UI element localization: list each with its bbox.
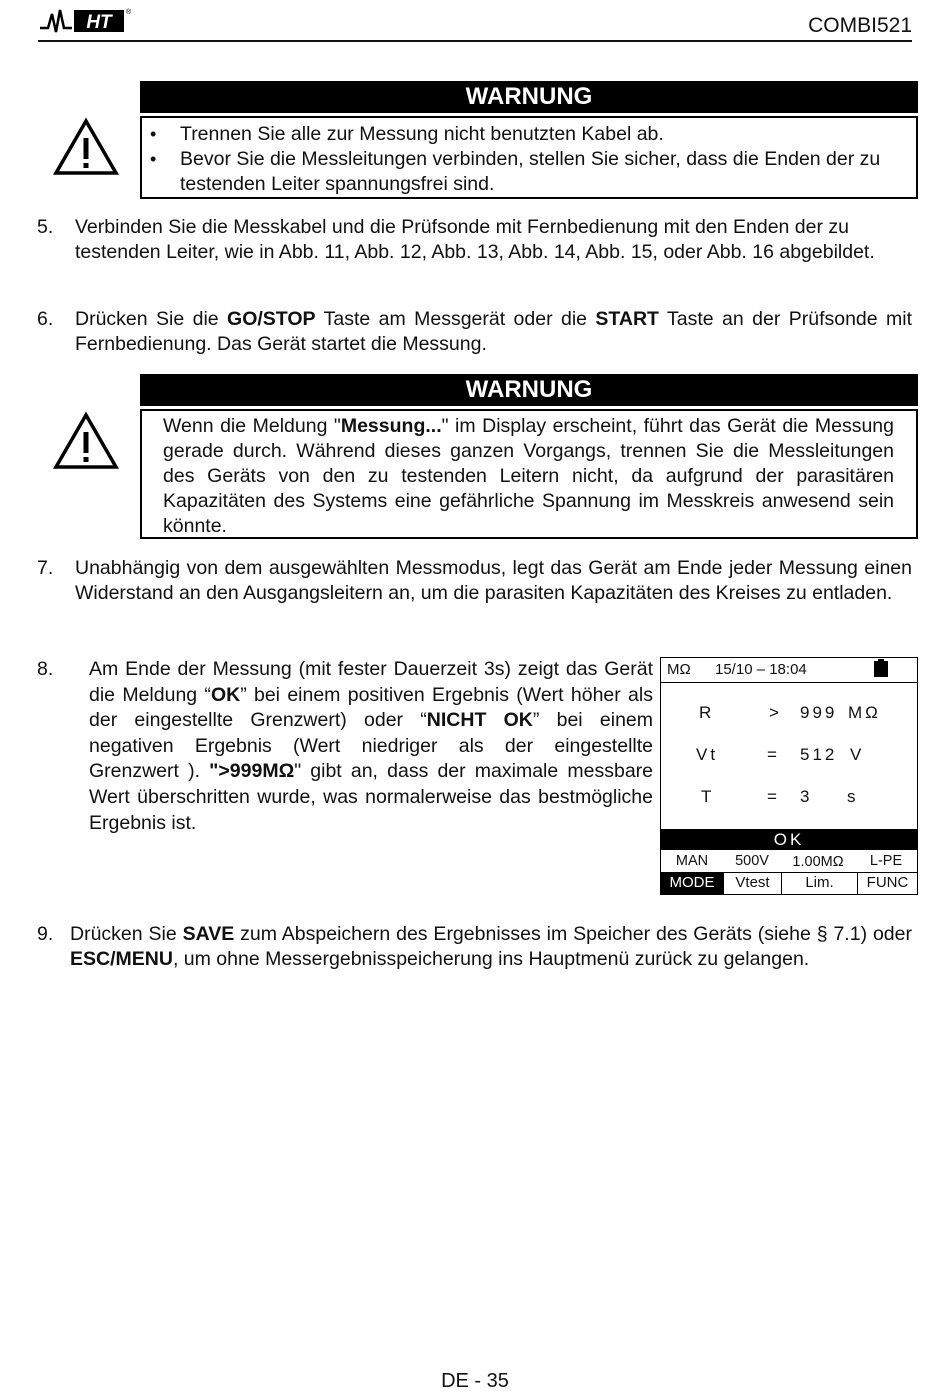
instrument-display: MΩ 15/10 – 18:04 R > 999 MΩ Vt = 512 V T = 3 s OK MAN 500V 1.00MΩ L-PE MODE Vtest Lim. FUNC	[660, 657, 918, 895]
header-divider	[38, 40, 912, 42]
display-result: OK	[661, 829, 917, 850]
step-text: Unabhängig von dem ausgewählten Messmodus, legt das Gerät am Ende jeder Messung einen Widerstand an den Ausgangsleitern an, um die parasiten Kapazitäten des Kreises zu entladen.	[75, 557, 912, 604]
step-number: 7.	[37, 557, 54, 579]
display-function-bar	[661, 872, 917, 894]
warning-triangle-icon	[53, 412, 119, 470]
svg-text:®: ®	[126, 9, 132, 16]
step-number: 9.	[37, 923, 54, 945]
model-name: COMBI521	[808, 14, 912, 37]
step-6	[37, 307, 912, 362]
warning-box: Wenn die Meldung "Messung..." im Display erscheint, führt das Gerät die Messung gerade durch. Während dieses ganzen Vorgangs, trennen Sie die Messleitungen des Geräts von den zu testenden Leitern nicht, da aufgrund der parasitären Kapazitäten des Systems eine gefährliche Spannung im Messkreis anwesend sein könnte.	[140, 409, 918, 539]
warning-triangle-icon	[53, 118, 119, 176]
step-9	[37, 922, 912, 1000]
vtest-softkey[interactable]: Vtest	[723, 872, 781, 894]
page-number: DE - 35	[441, 1370, 509, 1392]
display-datetime: 15/10 – 18:04	[715, 661, 807, 678]
mode-softkey[interactable]: MODE	[661, 872, 723, 894]
step-text: Verbinden Sie die Messkabel und die Prüfsonde mit Fernbedienung mit den Enden der zu testenden Leiter, wie in Abb. 11, Abb. 12, Abb. 13, Abb. 14, Abb. 15, oder Abb. 16 abgebildet.	[75, 216, 875, 263]
step-7	[37, 556, 912, 634]
warning-item: • Trennen Sie alle zur Messung nicht benutzten Kabel ab.	[142, 122, 908, 147]
warning-box	[140, 116, 918, 199]
esc-menu-key: ESC/MENU	[70, 948, 173, 970]
func-softkey[interactable]: FUNC	[857, 872, 917, 894]
step-number: 5.	[37, 216, 54, 238]
ht-logo	[38, 6, 130, 34]
logo-text: HT	[86, 12, 112, 33]
step-number: 8.	[37, 658, 54, 680]
display-settings-bar: MAN 500V 1.00MΩ L-PE	[661, 850, 917, 873]
warning-title: WARNUNG	[140, 374, 918, 406]
step-text: Am Ende der Messung (mit fester Dauerzeit 3s) zeigt das Gerät die Meldung “OK” bei einem positiven Ergebnis (Wert höher als der eingestellte Grenzwert) oder “NICHT OK” bei einem negativen Ergebnis (Wert niedriger als der eingestellte Grenzwert ). ">999MΩ" gibt an, dass der maximale messbare Wert überschritten wurde, was normalerweise das bestmögliche Ergebnis ist.	[89, 658, 654, 834]
measuring-message: Messung...	[340, 415, 442, 437]
step-number: 6.	[37, 308, 54, 330]
limit-softkey[interactable]: Lim.	[781, 872, 857, 894]
warning-title: WARNUNG	[140, 81, 918, 113]
step-text: Drücken Sie die GO/STOP Taste am Messgerät oder die START Taste an der Prüfsonde mit Fernbedienung. Das Gerät startet die Messung.	[75, 308, 913, 355]
warning-list	[142, 122, 908, 197]
start-key: START	[595, 308, 659, 330]
battery-icon	[873, 659, 889, 682]
warning-item: • Bevor Sie die Messleitungen verbinden, stellen Sie sicher, dass die Enden der zu testenden Leiter spannungsfrei sind.	[142, 147, 908, 197]
step-text: Drücken Sie SAVE zum Abspeichern des Ergebnisses im Speicher des Geräts (siehe § 7.1) oder ESC/MENU, um ohne Messergebnisspeicherung ins Hauptmenü zurück zu gelangen.	[70, 923, 912, 970]
save-key: SAVE	[182, 923, 235, 945]
go-stop-key: GO/STOP	[227, 308, 316, 330]
step-5	[37, 215, 912, 295]
step-8	[37, 657, 655, 842]
display-unit: MΩ	[667, 661, 691, 678]
display-status-bar	[661, 658, 917, 683]
